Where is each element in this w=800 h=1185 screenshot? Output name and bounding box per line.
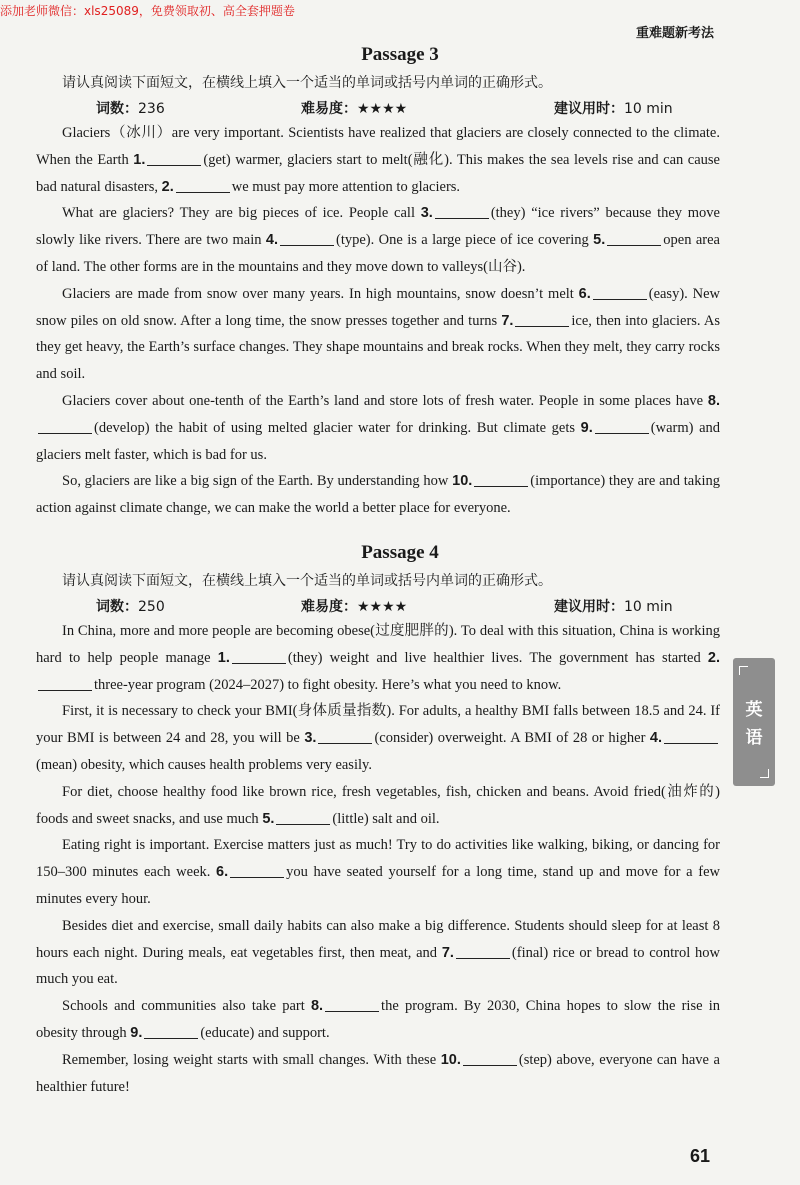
corner-mark bbox=[760, 769, 769, 778]
answer-blank[interactable] bbox=[325, 997, 379, 1012]
passage-meta bbox=[96, 596, 686, 618]
subject-label: 英 语 bbox=[745, 700, 763, 748]
word-count: 词数：236 bbox=[96, 101, 165, 117]
answer-blank[interactable] bbox=[230, 863, 284, 878]
passage-3 bbox=[0, 44, 800, 522]
answer-blank[interactable] bbox=[607, 231, 661, 246]
answer-blank[interactable] bbox=[456, 944, 510, 959]
paragraph: First, it is necessary to check your BMI(身体质量指数). For adults, a healthy BMI falls between 18.5 and 24. If your BMI is between 24 and 28, you will be 3. (consider) overweight. A BMI of 28 or higher 4.(mean) obesity, which causes health problems very easily. bbox=[36, 703, 720, 773]
answer-blank[interactable] bbox=[318, 729, 372, 744]
suggested-time: 建议用时：10 min bbox=[554, 599, 673, 615]
paragraph: For diet, choose healthy food like brown rice, fresh vegetables, fish, chicken and beans. Avoid fried(油炸的) foods and sweet snacks, and use much 5. (little) salt and oil. bbox=[36, 783, 720, 827]
answer-blank[interactable] bbox=[147, 151, 201, 166]
paragraph: So, glaciers are like a big sign of the Earth. By understanding how 10. (importance) they are and taking action against climate change, we can make the world a better place for everyone. bbox=[36, 473, 720, 517]
paragraph: Remember, losing weight starts with small changes. With these 10. (step) above, everyone can have a healthier future! bbox=[36, 1051, 720, 1095]
page-number: 61 bbox=[690, 1146, 711, 1166]
paragraph: Besides diet and exercise, small daily habits can also make a big difference. Students should sleep for at least 8 hours each night. During meals, eat vegetables first, then meat, and 7. (final) rice or bread to control how much you eat. bbox=[36, 917, 721, 988]
passage-title: Passage 3 bbox=[361, 44, 439, 65]
instruction: 请认真阅读下面短文，在横线上填入一个适当的单词或括号内单词的正确形式。 bbox=[62, 573, 552, 589]
paragraph: In China, more and more people are becoming obese(过度肥胖的). To deal with this situation, China is working hard to help people manage 1. (they) weight and live healthier lives. The government has started 2.three-year program (2024–2027) to fight obesity. Here’s what you need to know. bbox=[36, 623, 720, 693]
answer-blank[interactable] bbox=[595, 419, 649, 434]
paragraph: What are glaciers? They are big pieces of ice. People call 3. (they) “ice rivers” because they move slowly like rivers. There are two main 4. (type). One is a large piece of ice covering 5. open area of land. The other forms are in the mountains and they move down to valleys(山谷). bbox=[36, 205, 720, 275]
answer-blank[interactable] bbox=[515, 312, 569, 327]
instruction: 请认真阅读下面短文，在横线上填入一个适当的单词或括号内单词的正确形式。 bbox=[62, 75, 552, 91]
paragraph: Eating right is important. Exercise matters just as much! Try to do activities like walking, biking, or dancing for 150–300 minutes each week. 6. you have seated yourself for a long time, stand up and move for a few minutes every hour. bbox=[36, 837, 720, 907]
paragraph: Glaciers cover about one-tenth of the Earth’s land and store lots of fresh water. People in some places have 8.(develop) the habit of using melted glacier water for drinking. But climate gets 9. (warm) and glaciers melt faster, which is bad for us. bbox=[36, 392, 721, 463]
paragraph: Glaciers（冰川）are very important. Scientists have realized that glaciers are closely connected to the climate. When the Earth 1. (get) warmer, glaciers start to melt(融化). This makes the sea levels rise and can cause bad natural disasters, 2. we must pay more attention to glaciers. bbox=[36, 125, 720, 195]
suggested-time: 建议用时：10 min bbox=[554, 101, 673, 117]
passage-4 bbox=[0, 542, 800, 1100]
paragraph: Glaciers are made from snow over many years. In high mountains, snow doesn’t melt 6. (easy). New snow piles on old snow. After a long time, the snow presses together and turns 7. ice, then into glaciers. As they get heavy, the Earth’s surface changes. They shape mountains and break rocks. When they melt, they carry rocks and soil. bbox=[36, 285, 720, 383]
answer-blank[interactable] bbox=[144, 1024, 198, 1039]
answer-blank[interactable] bbox=[176, 178, 230, 193]
answer-blank[interactable] bbox=[593, 285, 647, 300]
answer-blank[interactable] bbox=[276, 810, 330, 825]
running-head: 重难题新考法 bbox=[635, 26, 714, 41]
answer-blank[interactable] bbox=[463, 1051, 517, 1066]
answer-blank[interactable] bbox=[435, 204, 489, 219]
answer-blank[interactable] bbox=[280, 231, 334, 246]
paragraph: Schools and communities also take part 8. the program. By 2030, China hopes to slow the rise in obesity through 9. (educate) and support. bbox=[36, 998, 720, 1041]
answer-blank[interactable] bbox=[38, 419, 92, 434]
answer-blank[interactable] bbox=[38, 676, 92, 691]
difficulty: 难易度：★★★★ bbox=[301, 599, 408, 615]
difficulty: 难易度：★★★★ bbox=[301, 101, 408, 117]
watermark-text: 添加老师微信：xls25089，免费领取初、高全套押题卷 bbox=[0, 4, 295, 18]
subject-tab bbox=[733, 658, 775, 786]
corner-mark bbox=[739, 666, 748, 675]
answer-blank[interactable] bbox=[664, 729, 718, 744]
answer-blank[interactable] bbox=[232, 649, 286, 664]
passage-title: Passage 4 bbox=[361, 542, 439, 563]
answer-blank[interactable] bbox=[474, 472, 528, 487]
passage-meta bbox=[96, 98, 686, 120]
word-count: 词数：250 bbox=[96, 599, 165, 615]
